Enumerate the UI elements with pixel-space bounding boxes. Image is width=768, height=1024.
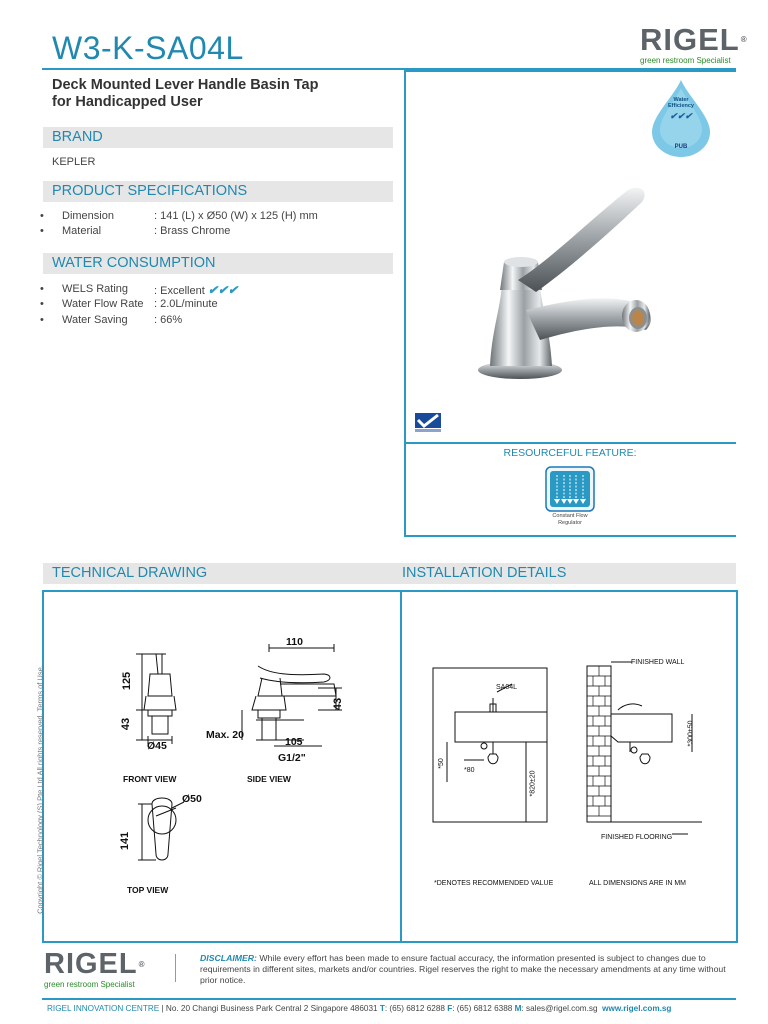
water-label: WELS Rating: [62, 283, 129, 295]
specs-heading: PRODUCT SPECIFICATIONS: [52, 183, 248, 199]
dim-300-install: *300±50: [687, 720, 695, 747]
feature-icon-caption: [520, 513, 620, 526]
wels-line2: Efficiency: [668, 103, 694, 109]
brand-logo-reg: ®: [740, 35, 748, 44]
feature-icon-line1: Constant Flow: [552, 513, 588, 519]
wels-label-checks: ✔✔✔: [669, 111, 693, 121]
footer-rule: [42, 998, 736, 1000]
water-efficiency-label: [648, 78, 714, 158]
product-title: [52, 77, 382, 111]
disclaimer-text: While every effort has been made to ensure factual accuracy, the information presented is subject to changes due to requirements in different sites, markets and/or countries. Rigel reserves the right to make the necessary amendments at any time without prior notice.: [200, 953, 726, 985]
spec-value: : Brass Chrome: [154, 225, 231, 237]
water-label: Water Flow Rate: [62, 298, 144, 310]
feature-icon-line2: Regulator: [558, 519, 582, 526]
dim-141: 141: [119, 831, 132, 851]
footer-tagline: green restroom Specialist: [44, 980, 135, 989]
front-view-label: FRONT VIEW: [123, 774, 177, 784]
water-value: : 2.0L/minute: [154, 298, 218, 310]
dim-110: 110: [286, 636, 303, 648]
specs-heading-bar: [43, 181, 393, 202]
brand-value: KEPLER: [52, 156, 96, 168]
disclaimer: [200, 953, 736, 986]
water-label: Water Saving: [62, 314, 128, 326]
footer-t-label: T: [379, 1004, 385, 1013]
spec-label: Dimension: [62, 210, 114, 222]
footer-centre: RIGEL INNOVATION CENTRE: [47, 1004, 160, 1013]
product-code: W3-K-SA04L: [52, 30, 244, 66]
footer-logo-reg: ®: [138, 960, 146, 969]
dim-50-install: *50: [437, 758, 445, 769]
water-heading: WATER CONSUMPTION: [52, 255, 216, 271]
dim-thread: G1/2": [278, 752, 306, 764]
footer-f-label: F: [447, 1004, 453, 1013]
certification-mark-icon: [414, 412, 444, 434]
brand-heading-bar: [43, 127, 393, 148]
dim-820-install: *820±20: [529, 770, 537, 797]
finished-flooring-label: FINISHED FLOORING: [601, 834, 673, 841]
footer-website[interactable]: www.rigel.com.sg: [602, 1004, 672, 1013]
dim-43-side: 43: [332, 697, 345, 711]
wels-checks: ✔✔✔: [207, 283, 238, 297]
copyright-notice: Copyright © Rigel Technology (S) Pte Ltd All rights reserved. Terms of Use.: [35, 665, 45, 914]
wels-line1: Water: [673, 97, 689, 103]
footer-address: | No. 20 Changi Business Park Central 2 Singapore 486031: [161, 1004, 378, 1013]
footer-m-label: M: [514, 1004, 522, 1013]
water-heading-bar: [43, 253, 393, 274]
pub-mark: PUB: [674, 144, 688, 150]
spec-label: Material: [62, 225, 102, 237]
water-row: • Water Flow Rate : 2.0L/minute: [40, 298, 218, 310]
water-value: : Excellent: [154, 285, 205, 297]
installation-heading-bar: [393, 563, 736, 584]
dim-105: 105: [285, 736, 303, 748]
dim-d50: Ø50: [182, 793, 202, 805]
constant-flow-regulator-icon: [545, 466, 595, 512]
brand-logo-footer: [44, 950, 144, 989]
brand-logo-top: [640, 22, 748, 65]
side-view-label: SIDE VIEW: [247, 774, 291, 784]
dim-d45: Ø45: [147, 740, 167, 752]
spec-value: : 141 (L) x Ø50 (W) x 125 (H) mm: [154, 210, 318, 222]
technical-heading-bar: [43, 563, 393, 584]
brand-tagline: green restroom Specialist: [640, 56, 731, 65]
water-row: • Water Saving : 66%: [40, 314, 183, 326]
note-recommended: *DENOTES RECOMMENDED VALUE: [434, 880, 554, 887]
basin-tap-photo: [470, 180, 670, 385]
spec-row: • Material : Brass Chrome: [40, 225, 231, 237]
feature-heading: RESOURCEFUL FEATURE:: [503, 447, 637, 459]
footer-divider: [175, 954, 176, 982]
technical-drawing: [44, 592, 398, 937]
finished-wall-label: FINISHED WALL: [631, 659, 685, 666]
spec-row: • Dimension : 141 (L) x Ø50 (W) x 125 (H) mm: [40, 210, 318, 222]
footer-phone: : (65) 6812 6288: [384, 1004, 445, 1013]
dim-125: 125: [121, 671, 134, 691]
dim-80-install: *80: [464, 767, 475, 774]
dim-max20: Max. 20: [206, 729, 244, 741]
footer-email[interactable]: : sales@rigel.com.sg: [521, 1004, 598, 1013]
water-row: • WELS Rating : Excellent ✔✔✔: [40, 283, 238, 297]
footer-fax: : (65) 6812 6388: [452, 1004, 513, 1013]
install-model-label: SA04L: [496, 684, 518, 691]
brand-logo-text: RIGEL: [640, 22, 740, 57]
brand-heading: BRAND: [52, 129, 103, 145]
dim-43-front: 43: [120, 717, 133, 731]
technical-heading: TECHNICAL DRAWING: [52, 565, 208, 581]
water-value: : 66%: [154, 314, 183, 326]
disclaimer-label: DISCLAIMER:: [200, 953, 257, 963]
product-title-line1: Deck Mounted Lever Handle Basin Tap: [52, 77, 319, 93]
top-view-label: TOP VIEW: [127, 885, 169, 895]
product-title-line2: for Handicapped User: [52, 94, 203, 110]
installation-heading: INSTALLATION DETAILS: [402, 565, 567, 581]
footer-contact: [47, 1004, 747, 1013]
footer-logo-text: RIGEL: [44, 948, 138, 980]
note-units: ALL DIMENSIONS ARE IN MM: [589, 880, 686, 887]
